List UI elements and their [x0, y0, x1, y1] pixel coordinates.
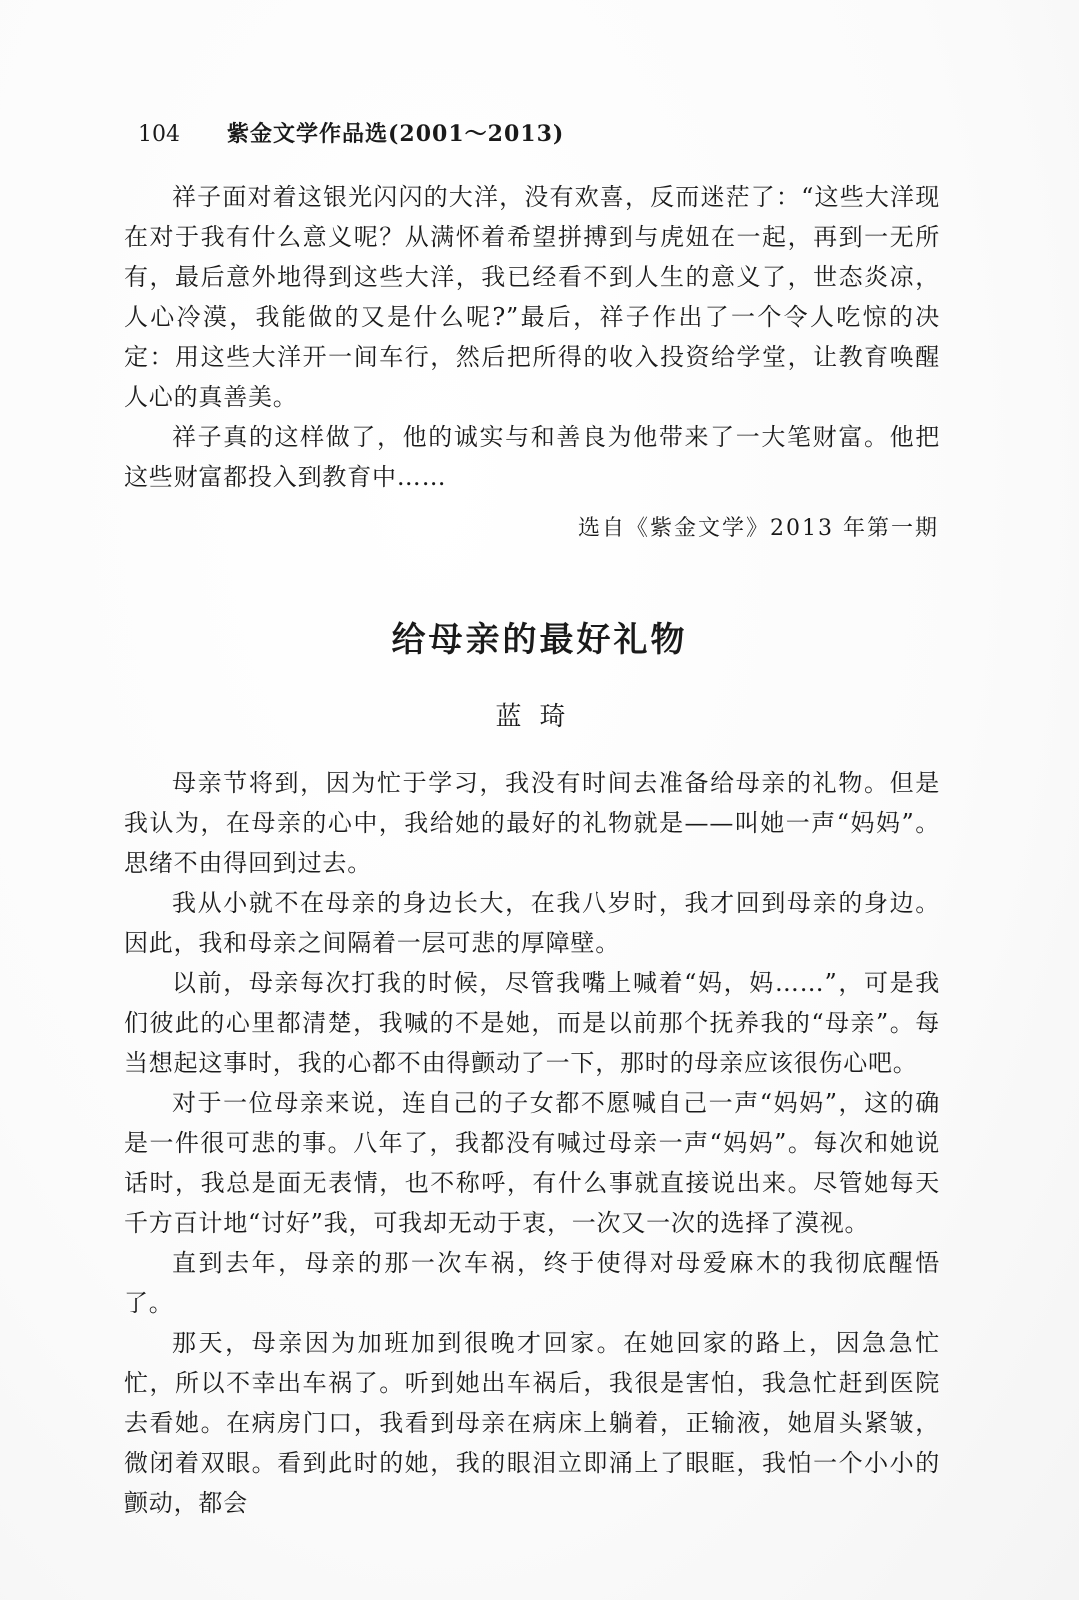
article-body: [124, 763, 940, 1523]
page-number: 104: [138, 122, 180, 147]
previous-story-ending: [124, 177, 940, 497]
paragraph: 母亲节将到，因为忙于学习，我没有时间去准备给母亲的礼物。但是我认为，在母亲的心中，我给她的最好的礼物就是——叫她一声“妈妈”。思绪不由得回到过去。: [124, 769, 940, 877]
article-title: 给母亲的最好礼物: [391, 620, 688, 660]
paragraph: 以前，母亲每次打我的时候，尽管我嘴上喊着“妈，妈……”，可是我们彼此的心里都清楚，我喊的不是她，而是以前那个抚养我的“母亲”。每当想起这事时，我的心都不由得颤动了一下，那时的母亲应该很伤心吧。: [124, 969, 940, 1077]
paragraph: 祥子真的这样做了，他的诚实与和善良为他带来了一大笔财富。他把这些财富都投入到教育中……: [124, 423, 940, 491]
book-title: 紫金文学作品选(2001～2013): [227, 121, 565, 147]
article-author: 蓝琦: [495, 702, 584, 732]
paragraph: 对于一位母亲来说，连自己的子女都不愿喊自己一声“妈妈”，这的确是一件很可悲的事。八年了，我都没有喊过母亲一声“妈妈”。每次和她说话时，我总是面无表情，也不称呼，有什么事就直接说出来。尽管她每天千方百计地“讨好”我，可我却无动于衷，一次又一次的选择了漠视。: [124, 1089, 940, 1237]
paragraph: 那天，母亲因为加班加到很晚才回家。在她回家的路上，因急急忙忙，所以不幸出车祸了。听到她出车祸后，我很是害怕，我急忙赶到医院去看她。在病房门口，我看到母亲在病床上躺着，正输液，她眉头紧皱，微闭着双眼。看到此时的她，我的眼泪立即涌上了眼眶，我怕一个小小的颤动，都会: [124, 1329, 940, 1517]
page-header: [138, 120, 564, 149]
source-citation: 选自《紫金文学》2013 年第一期: [578, 516, 939, 541]
paragraph: 祥子面对着这银光闪闪的大洋，没有欢喜，反而迷茫了：“这些大洋现在对于我有什么意义呢？从满怀着希望拼搏到与虎妞在一起，再到一无所有，最后意外地得到这些大洋，我已经看不到人生的意义了，世态炎凉，人心冷漠，我能做的又是什么呢?”最后，祥子作出了一个令人吃惊的决定：用这些大洋开一间车行，然后把所得的收入投资给学堂，让教育唤醒人心的真善美。: [124, 183, 940, 411]
paragraph: 我从小就不在母亲的身边长大，在我八岁时，我才回到母亲的身边。因此，我和母亲之间隔着一层可悲的厚障壁。: [124, 889, 940, 957]
paragraph: 直到去年，母亲的那一次车祸，终于使得对母爱麻木的我彻底醒悟了。: [124, 1249, 940, 1317]
